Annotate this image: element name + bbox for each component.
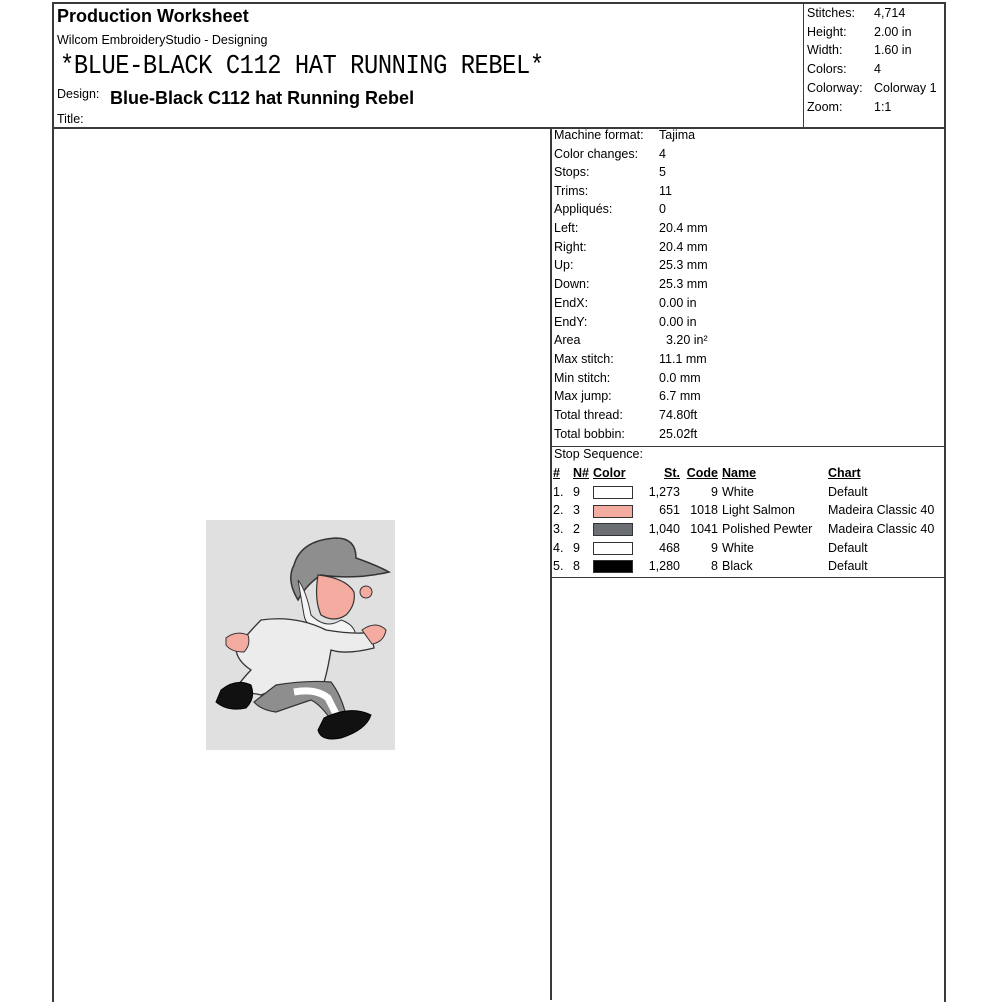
detail-row: [554, 277, 708, 295]
color-swatch-cell: [593, 520, 638, 539]
color-swatch: [593, 560, 633, 573]
detail-row: [554, 389, 701, 407]
stop-sequence-title: Stop Sequence:: [554, 447, 643, 461]
stop-sequence-header: [553, 464, 948, 483]
detail-label: Max stitch:: [554, 352, 614, 366]
detail-row: [554, 147, 666, 165]
needle-number: 9: [573, 540, 580, 555]
detail-label: Max jump:: [554, 389, 612, 403]
stop-sequence-row: [553, 538, 948, 557]
detail-value: 20.4 mm: [659, 221, 708, 235]
stat-height: Height: 2.00 in: [807, 25, 912, 39]
detail-label: Stops:: [554, 165, 590, 179]
detail-value: 20.4 mm: [659, 240, 708, 254]
detail-row: [554, 240, 708, 258]
detail-value: 0.0 mm: [659, 371, 701, 385]
detail-row: [554, 352, 707, 370]
detail-label: Color changes:: [554, 147, 639, 161]
detail-value: Tajima: [659, 128, 696, 142]
detail-row: [554, 184, 672, 202]
detail-label: Area: [554, 333, 581, 347]
detail-label: Appliqués:: [554, 202, 613, 216]
detail-row: [554, 165, 666, 183]
stat-stitches: Stitches: 4,714: [807, 6, 906, 20]
detail-label: EndX:: [554, 296, 589, 310]
stitch-count: 651: [659, 503, 680, 518]
stop-number: 2.: [553, 503, 564, 518]
detail-label: Min stitch:: [554, 371, 611, 385]
col-color: Color: [593, 466, 626, 481]
detail-row: [554, 315, 697, 333]
thread-name: Polished Pewter: [722, 522, 813, 537]
detail-label: Total thread:: [554, 408, 623, 422]
col-code: Code: [686, 466, 718, 481]
detail-value: 11: [659, 184, 672, 198]
page-title: Production Worksheet: [57, 6, 249, 26]
design-label: Design:: [57, 87, 100, 101]
detail-label: Down:: [554, 277, 590, 291]
detail-row: [554, 333, 708, 351]
thread-chart: Default: [828, 559, 868, 574]
stat-width: Width: 1.60 in: [807, 43, 912, 57]
color-swatch: [593, 505, 633, 518]
thread-name: White: [722, 540, 754, 555]
needle-number: 8: [573, 559, 580, 574]
detail-value: 25.3 mm: [659, 277, 708, 291]
thread-code: 9: [711, 484, 718, 499]
col-num: #: [553, 466, 560, 481]
needle-number: 3: [573, 503, 580, 518]
thread-chart: Madeira Classic 40: [828, 503, 935, 518]
stop-number: 1.: [553, 484, 564, 499]
detail-label: Up:: [554, 258, 574, 272]
needle-number: 9: [573, 484, 580, 499]
thread-name: White: [722, 484, 754, 499]
stop-number: 3.: [553, 522, 564, 537]
design-code: *BLUE-BLACK C112 HAT RUNNING REBEL*: [60, 52, 544, 82]
stat-zoom: Zoom: 1:1: [807, 100, 892, 114]
stat-colorway: Colorway: Colorway 1: [807, 81, 937, 95]
detail-row: [554, 296, 697, 314]
detail-row: [554, 427, 697, 445]
color-swatch-cell: [593, 501, 638, 520]
design-preview: [206, 520, 395, 750]
detail-row: [554, 221, 708, 239]
detail-label: Machine format:: [554, 128, 644, 142]
color-swatch-cell: [593, 557, 638, 576]
thread-chart: Default: [828, 484, 868, 499]
thread-chart: Default: [828, 540, 868, 555]
needle-number: 2: [573, 522, 580, 537]
column-divider: [550, 127, 552, 1000]
worksheet-header: [54, 4, 944, 129]
thread-name: Black: [722, 559, 753, 574]
detail-row: [554, 258, 708, 276]
detail-row: [554, 202, 666, 220]
running-rebel-illustration: [206, 520, 395, 750]
detail-value: 4: [659, 147, 666, 161]
stop-sequence-table: [553, 464, 948, 576]
col-needle: N#: [573, 466, 589, 481]
detail-label: Left:: [554, 221, 579, 235]
stitch-count: 468: [659, 540, 680, 555]
thread-code: 1041: [690, 522, 718, 537]
col-name: Name: [722, 466, 757, 481]
detail-value: 25.3 mm: [659, 258, 708, 272]
thread-name: Light Salmon: [722, 503, 795, 518]
stitch-count: 1,280: [648, 559, 680, 574]
stop-number: 5.: [553, 559, 564, 574]
col-chart: Chart: [828, 466, 861, 481]
detail-label: Total bobbin:: [554, 427, 625, 441]
stop-sequence-row: [553, 483, 948, 502]
summary-stats: [803, 4, 944, 127]
detail-row: [554, 128, 695, 146]
software-name: Wilcom EmbroideryStudio - Designing: [57, 33, 268, 47]
thread-chart: Madeira Classic 40: [828, 522, 935, 537]
color-swatch-cell: [593, 538, 638, 557]
detail-value: 0: [659, 202, 666, 216]
thread-code: 8: [711, 559, 718, 574]
detail-value: 0.00 in: [659, 315, 697, 329]
detail-value: 25.02ft: [659, 427, 698, 441]
detail-label: EndY:: [554, 315, 588, 329]
design-name: Blue-Black C112 hat Running Rebel: [110, 88, 415, 108]
stop-sequence-row: [553, 557, 948, 576]
color-swatch: [593, 486, 633, 499]
stop-sequence-row: [553, 501, 948, 520]
color-swatch-cell: [593, 483, 638, 502]
color-swatch: [593, 523, 633, 536]
thread-code: 9: [711, 540, 718, 555]
stat-colors: Colors: 4: [807, 62, 881, 76]
sequence-divider: [552, 577, 946, 578]
stitch-count: 1,040: [648, 522, 680, 537]
header-info: [54, 4, 804, 127]
detail-value: 5: [659, 165, 666, 179]
detail-value: 74.80ft: [659, 408, 698, 422]
stitch-count: 1,273: [648, 484, 680, 499]
detail-value: 3.20 in²: [659, 333, 708, 347]
thread-code: 1018: [690, 503, 718, 518]
stop-number: 4.: [553, 540, 564, 555]
detail-value: 6.7 mm: [659, 389, 701, 403]
detail-label: Right:: [554, 240, 587, 254]
detail-value: 0.00 in: [659, 296, 697, 310]
detail-label: Trims:: [554, 184, 589, 198]
color-swatch: [593, 542, 633, 555]
stop-sequence-row: [553, 520, 948, 539]
title-label: Title:: [57, 112, 84, 126]
detail-row: [554, 371, 701, 389]
detail-value: 11.1 mm: [659, 352, 707, 366]
detail-row: [554, 408, 697, 426]
col-stitches: St.: [664, 466, 680, 481]
